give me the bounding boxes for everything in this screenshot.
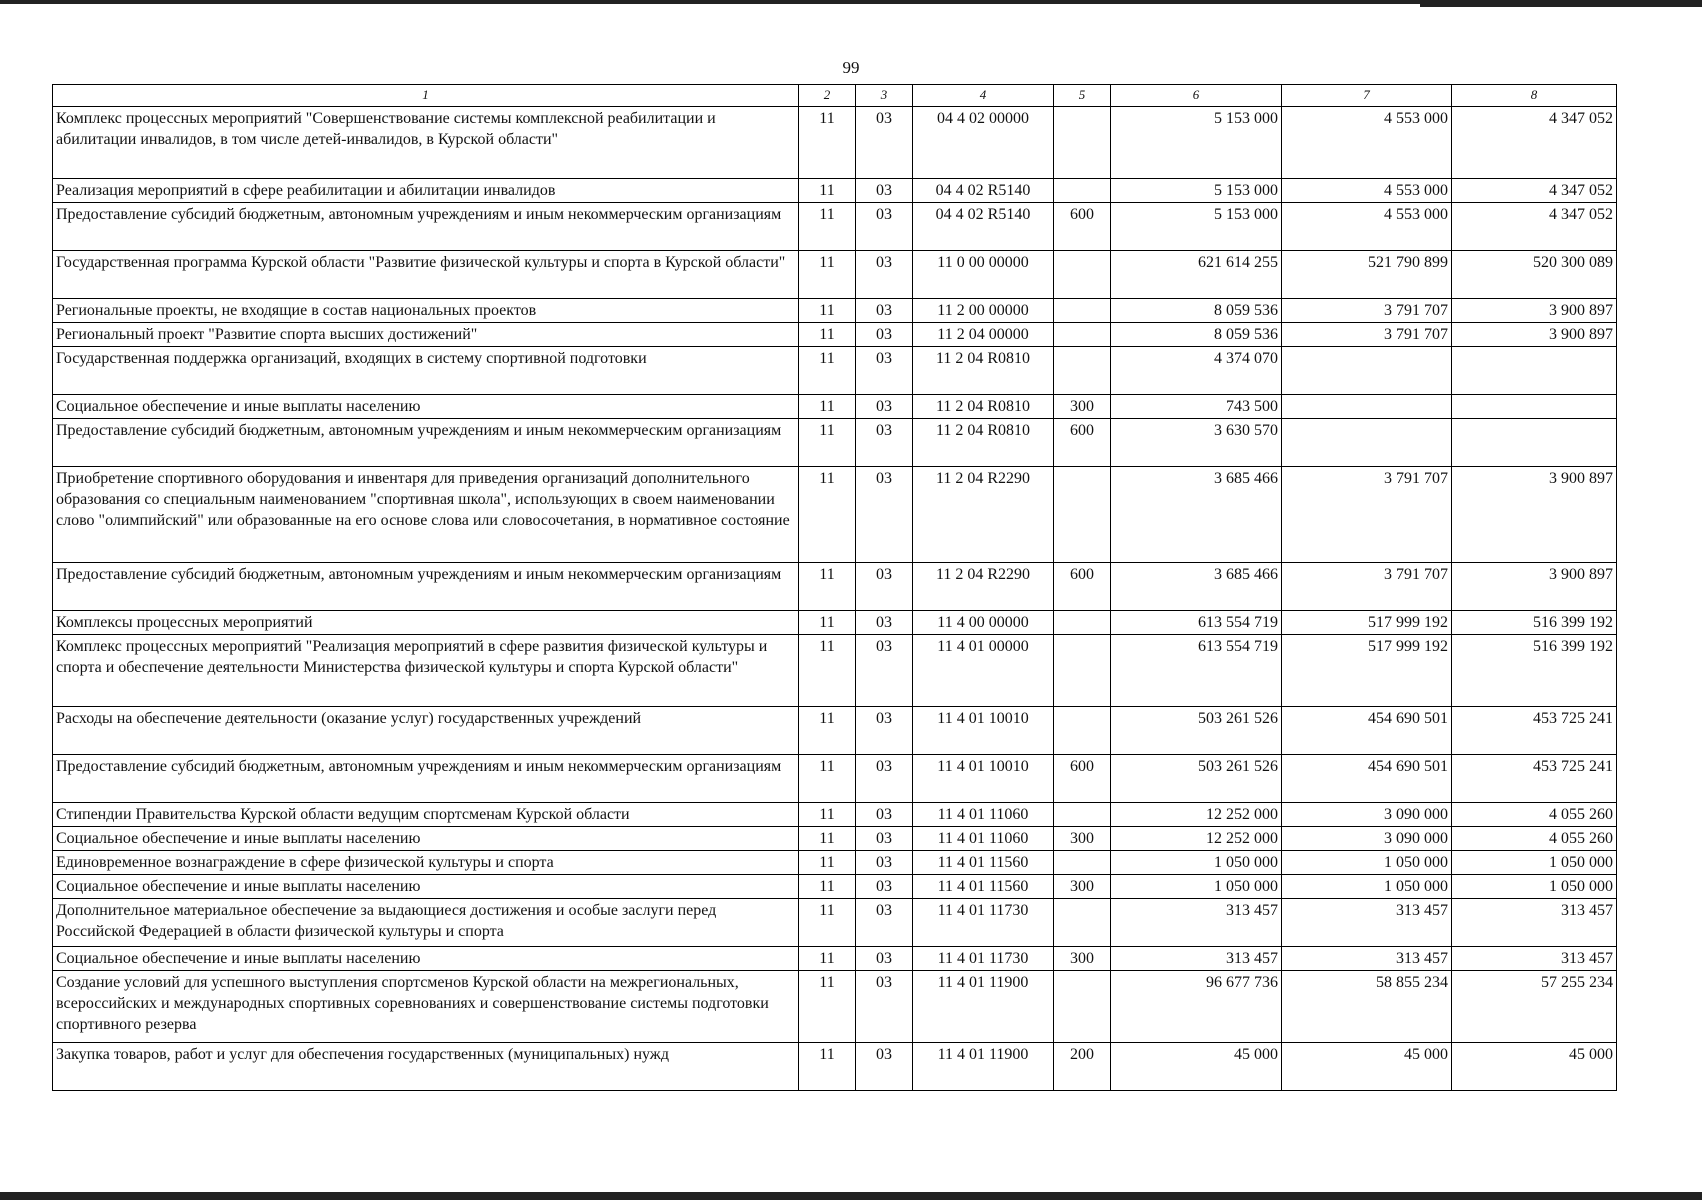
amount-cell: 5 153 000 [1111, 107, 1282, 179]
table-row [53, 419, 1617, 467]
amount-cell: 3 791 707 [1282, 299, 1452, 323]
row-name-cell: Региональный проект "Развитие спорта высших достижений" [53, 323, 799, 347]
subsection-code-cell: 03 [856, 755, 913, 803]
amount-cell: 3 900 897 [1452, 563, 1617, 611]
amount-cell: 517 999 192 [1282, 611, 1452, 635]
page-number: 99 [842, 58, 860, 77]
section-code-cell: 11 [799, 899, 856, 947]
amount-cell: 3 791 707 [1282, 563, 1452, 611]
subsection-code-cell: 03 [856, 971, 913, 1043]
amount-cell: 3 900 897 [1452, 467, 1617, 563]
table-row [53, 971, 1617, 1043]
subsection-code-cell: 03 [856, 707, 913, 755]
expense-type-cell [1054, 107, 1111, 179]
expense-type-cell [1054, 851, 1111, 875]
target-article-cell: 11 4 01 11730 [913, 899, 1054, 947]
amount-cell: 613 554 719 [1111, 611, 1282, 635]
scan-edge-bottom [0, 1192, 1702, 1200]
table-row [53, 707, 1617, 755]
table-row [53, 299, 1617, 323]
section-code-cell: 11 [799, 323, 856, 347]
subsection-code-cell: 03 [856, 635, 913, 707]
amount-cell: 4 055 260 [1452, 827, 1617, 851]
expense-type-cell [1054, 179, 1111, 203]
target-article-cell: 11 4 01 00000 [913, 635, 1054, 707]
table-row [53, 611, 1617, 635]
amount-cell [1282, 419, 1452, 467]
expense-type-cell: 300 [1054, 947, 1111, 971]
subsection-code-cell: 03 [856, 875, 913, 899]
target-article-cell: 11 2 04 R2290 [913, 467, 1054, 563]
section-code-cell: 11 [799, 299, 856, 323]
section-code-cell: 11 [799, 107, 856, 179]
target-article-cell: 11 4 01 11060 [913, 827, 1054, 851]
amount-cell: 45 000 [1282, 1043, 1452, 1091]
amount-cell: 4 553 000 [1282, 179, 1452, 203]
target-article-cell: 11 2 04 00000 [913, 323, 1054, 347]
section-code-cell: 11 [799, 395, 856, 419]
expense-type-cell: 600 [1054, 755, 1111, 803]
amount-cell: 454 690 501 [1282, 755, 1452, 803]
section-code-cell: 11 [799, 251, 856, 299]
amount-cell: 3 900 897 [1452, 323, 1617, 347]
target-article-cell: 11 4 01 11900 [913, 1043, 1054, 1091]
amount-cell: 4 553 000 [1282, 203, 1452, 251]
subsection-code-cell: 03 [856, 419, 913, 467]
amount-cell: 621 614 255 [1111, 251, 1282, 299]
amount-cell: 313 457 [1452, 899, 1617, 947]
row-name-cell: Приобретение спортивного оборудования и инвентаря для приведения организаций дополнительного образования со специальным наименованием "спортивная школа", использующих в своем наименовании слово "олимпийский" или образованные на его основе слова или словосочетания, в нормативное состояние [53, 467, 799, 563]
row-name-cell: Социальное обеспечение и иные выплаты населению [53, 875, 799, 899]
table-row [53, 635, 1617, 707]
amount-cell: 520 300 089 [1452, 251, 1617, 299]
expense-type-cell [1054, 299, 1111, 323]
amount-cell: 96 677 736 [1111, 971, 1282, 1043]
amount-cell: 454 690 501 [1282, 707, 1452, 755]
amount-cell: 1 050 000 [1282, 875, 1452, 899]
section-code-cell: 11 [799, 947, 856, 971]
row-name-cell: Комплексы процессных мероприятий [53, 611, 799, 635]
section-code-cell: 11 [799, 971, 856, 1043]
amount-cell: 516 399 192 [1452, 635, 1617, 707]
row-name-cell: Региональные проекты, не входящие в состав национальных проектов [53, 299, 799, 323]
row-name-cell: Комплекс процессных мероприятий "Совершенствование системы комплексной реабилитации и абилитации инвалидов, в том числе детей-инвалидов, в Курской области" [53, 107, 799, 179]
amount-cell: 743 500 [1111, 395, 1282, 419]
target-article-cell: 11 2 04 R2290 [913, 563, 1054, 611]
section-code-cell: 11 [799, 635, 856, 707]
target-article-cell: 11 4 01 11560 [913, 851, 1054, 875]
amount-cell: 3 090 000 [1282, 827, 1452, 851]
amount-cell: 1 050 000 [1282, 851, 1452, 875]
amount-cell: 57 255 234 [1452, 971, 1617, 1043]
table-row [53, 755, 1617, 803]
table-header-row [53, 85, 1617, 107]
amount-cell: 12 252 000 [1111, 827, 1282, 851]
amount-cell: 3 791 707 [1282, 323, 1452, 347]
row-name-cell: Комплекс процессных мероприятий "Реализация мероприятий в сфере развития физической культуры и спорта и обеспечение деятельности Министерства физической культуры и спорта Курской области" [53, 635, 799, 707]
amount-cell: 516 399 192 [1452, 611, 1617, 635]
amount-cell: 1 050 000 [1452, 875, 1617, 899]
section-code-cell: 11 [799, 611, 856, 635]
column-header-8: 8 [1452, 85, 1617, 107]
target-article-cell: 11 4 01 10010 [913, 707, 1054, 755]
table-row [53, 803, 1617, 827]
table-row [53, 947, 1617, 971]
amount-cell: 3 090 000 [1282, 803, 1452, 827]
row-name-cell: Предоставление субсидий бюджетным, автономным учреждениям и иным некоммерческим организациям [53, 203, 799, 251]
amount-cell: 8 059 536 [1111, 323, 1282, 347]
table-body [53, 107, 1617, 1091]
table-row [53, 347, 1617, 395]
subsection-code-cell: 03 [856, 611, 913, 635]
amount-cell: 313 457 [1282, 947, 1452, 971]
expense-type-cell: 300 [1054, 875, 1111, 899]
section-code-cell: 11 [799, 563, 856, 611]
row-name-cell: Закупка товаров, работ и услуг для обеспечения государственных (муниципальных) нужд [53, 1043, 799, 1091]
amount-cell: 45 000 [1452, 1043, 1617, 1091]
row-name-cell: Единовременное вознаграждение в сфере физической культуры и спорта [53, 851, 799, 875]
amount-cell: 4 347 052 [1452, 107, 1617, 179]
section-code-cell: 11 [799, 1043, 856, 1091]
amount-cell: 4 055 260 [1452, 803, 1617, 827]
section-code-cell: 11 [799, 827, 856, 851]
expense-type-cell: 200 [1054, 1043, 1111, 1091]
amount-cell: 453 725 241 [1452, 755, 1617, 803]
table-row [53, 467, 1617, 563]
expense-type-cell [1054, 899, 1111, 947]
target-article-cell: 11 4 01 11560 [913, 875, 1054, 899]
row-name-cell: Государственная программа Курской области "Развитие физической культуры и спорта в Курской области" [53, 251, 799, 299]
table-row [53, 395, 1617, 419]
section-code-cell: 11 [799, 467, 856, 563]
table-row [53, 107, 1617, 179]
amount-cell [1452, 395, 1617, 419]
subsection-code-cell: 03 [856, 899, 913, 947]
table-row [53, 827, 1617, 851]
amount-cell: 517 999 192 [1282, 635, 1452, 707]
subsection-code-cell: 03 [856, 851, 913, 875]
row-name-cell: Стипендии Правительства Курской области ведущим спортсменам Курской области [53, 803, 799, 827]
target-article-cell: 04 4 02 R5140 [913, 179, 1054, 203]
row-name-cell: Предоставление субсидий бюджетным, автономным учреждениям и иным некоммерческим организациям [53, 419, 799, 467]
amount-cell: 58 855 234 [1282, 971, 1452, 1043]
amount-cell [1282, 347, 1452, 395]
subsection-code-cell: 03 [856, 947, 913, 971]
table-row [53, 899, 1617, 947]
amount-cell: 453 725 241 [1452, 707, 1617, 755]
expense-type-cell [1054, 251, 1111, 299]
expense-type-cell: 300 [1054, 395, 1111, 419]
subsection-code-cell: 03 [856, 179, 913, 203]
section-code-cell: 11 [799, 707, 856, 755]
target-article-cell: 11 2 00 00000 [913, 299, 1054, 323]
subsection-code-cell: 03 [856, 1043, 913, 1091]
amount-cell: 503 261 526 [1111, 707, 1282, 755]
table-row [53, 323, 1617, 347]
amount-cell: 4 347 052 [1452, 203, 1617, 251]
amount-cell: 1 050 000 [1452, 851, 1617, 875]
amount-cell: 3 685 466 [1111, 467, 1282, 563]
subsection-code-cell: 03 [856, 395, 913, 419]
amount-cell: 3 900 897 [1452, 299, 1617, 323]
amount-cell: 313 457 [1282, 899, 1452, 947]
row-name-cell: Предоставление субсидий бюджетным, автономным учреждениям и иным некоммерческим организациям [53, 563, 799, 611]
row-name-cell: Социальное обеспечение и иные выплаты населению [53, 947, 799, 971]
amount-cell: 521 790 899 [1282, 251, 1452, 299]
section-code-cell: 11 [799, 851, 856, 875]
amount-cell: 4 553 000 [1282, 107, 1452, 179]
column-header-3: 3 [856, 85, 913, 107]
column-header-7: 7 [1282, 85, 1452, 107]
target-article-cell: 11 4 01 11060 [913, 803, 1054, 827]
expense-type-cell [1054, 611, 1111, 635]
column-header-6: 6 [1111, 85, 1282, 107]
target-article-cell: 04 4 02 00000 [913, 107, 1054, 179]
subsection-code-cell: 03 [856, 467, 913, 563]
amount-cell: 313 457 [1111, 899, 1282, 947]
amount-cell: 313 457 [1111, 947, 1282, 971]
expense-type-cell [1054, 467, 1111, 563]
amount-cell: 8 059 536 [1111, 299, 1282, 323]
amount-cell: 4 347 052 [1452, 179, 1617, 203]
amount-cell: 503 261 526 [1111, 755, 1282, 803]
expense-type-cell: 600 [1054, 419, 1111, 467]
amount-cell: 3 630 570 [1111, 419, 1282, 467]
amount-cell: 3 791 707 [1282, 467, 1452, 563]
expense-type-cell [1054, 707, 1111, 755]
row-name-cell: Дополнительное материальное обеспечение за выдающиеся достижения и особые заслуги перед Российской Федерацией в области физической культуры и спорта [53, 899, 799, 947]
target-article-cell: 11 2 04 R0810 [913, 347, 1054, 395]
row-name-cell: Государственная поддержка организаций, входящих в систему спортивной подготовки [53, 347, 799, 395]
section-code-cell: 11 [799, 179, 856, 203]
amount-cell [1282, 395, 1452, 419]
target-article-cell: 11 4 01 10010 [913, 755, 1054, 803]
row-name-cell: Социальное обеспечение и иные выплаты населению [53, 395, 799, 419]
table-row [53, 563, 1617, 611]
subsection-code-cell: 03 [856, 827, 913, 851]
expense-type-cell: 300 [1054, 827, 1111, 851]
amount-cell: 12 252 000 [1111, 803, 1282, 827]
expense-type-cell: 600 [1054, 563, 1111, 611]
row-name-cell: Расходы на обеспечение деятельности (оказание услуг) государственных учреждений [53, 707, 799, 755]
section-code-cell: 11 [799, 203, 856, 251]
target-article-cell: 11 2 04 R0810 [913, 395, 1054, 419]
target-article-cell: 11 4 00 00000 [913, 611, 1054, 635]
column-header-2: 2 [799, 85, 856, 107]
subsection-code-cell: 03 [856, 563, 913, 611]
amount-cell: 1 050 000 [1111, 875, 1282, 899]
row-name-cell: Создание условий для успешного выступления спортсменов Курской области на межрегиональных, всероссийских и международных спортивных соревнованиях и совершенствование системы подготовки спортивного резерва [53, 971, 799, 1043]
amount-cell [1452, 419, 1617, 467]
expense-type-cell [1054, 803, 1111, 827]
section-code-cell: 11 [799, 419, 856, 467]
table-row [53, 851, 1617, 875]
subsection-code-cell: 03 [856, 203, 913, 251]
column-header-4: 4 [913, 85, 1054, 107]
target-article-cell: 11 0 00 00000 [913, 251, 1054, 299]
amount-cell: 5 153 000 [1111, 203, 1282, 251]
column-header-5: 5 [1054, 85, 1111, 107]
section-code-cell: 11 [799, 875, 856, 899]
amount-cell: 313 457 [1452, 947, 1617, 971]
amount-cell: 1 050 000 [1111, 851, 1282, 875]
expense-type-cell: 600 [1054, 203, 1111, 251]
table-row [53, 1043, 1617, 1091]
section-code-cell: 11 [799, 803, 856, 827]
section-code-cell: 11 [799, 755, 856, 803]
row-name-cell: Социальное обеспечение и иные выплаты населению [53, 827, 799, 851]
expense-type-cell [1054, 635, 1111, 707]
section-code-cell: 11 [799, 347, 856, 395]
amount-cell: 613 554 719 [1111, 635, 1282, 707]
expense-type-cell [1054, 347, 1111, 395]
target-article-cell: 11 2 04 R0810 [913, 419, 1054, 467]
table-row [53, 179, 1617, 203]
amount-cell: 5 153 000 [1111, 179, 1282, 203]
target-article-cell: 04 4 02 R5140 [913, 203, 1054, 251]
row-name-cell: Реализация мероприятий в сфере реабилитации и абилитации инвалидов [53, 179, 799, 203]
row-name-cell: Предоставление субсидий бюджетным, автономным учреждениям и иным некоммерческим организациям [53, 755, 799, 803]
column-header-1: 1 [53, 85, 799, 107]
target-article-cell: 11 4 01 11900 [913, 971, 1054, 1043]
amount-cell: 45 000 [1111, 1043, 1282, 1091]
subsection-code-cell: 03 [856, 251, 913, 299]
subsection-code-cell: 03 [856, 803, 913, 827]
budget-table [52, 84, 1617, 1091]
amount-cell: 3 685 466 [1111, 563, 1282, 611]
subsection-code-cell: 03 [856, 299, 913, 323]
table-row [53, 203, 1617, 251]
target-article-cell: 11 4 01 11730 [913, 947, 1054, 971]
subsection-code-cell: 03 [856, 347, 913, 395]
table-row [53, 875, 1617, 899]
subsection-code-cell: 03 [856, 323, 913, 347]
table-row [53, 251, 1617, 299]
amount-cell: 4 374 070 [1111, 347, 1282, 395]
expense-type-cell [1054, 323, 1111, 347]
expense-type-cell [1054, 971, 1111, 1043]
amount-cell [1452, 347, 1617, 395]
subsection-code-cell: 03 [856, 107, 913, 179]
scan-edge-top-right [1420, 0, 1702, 7]
